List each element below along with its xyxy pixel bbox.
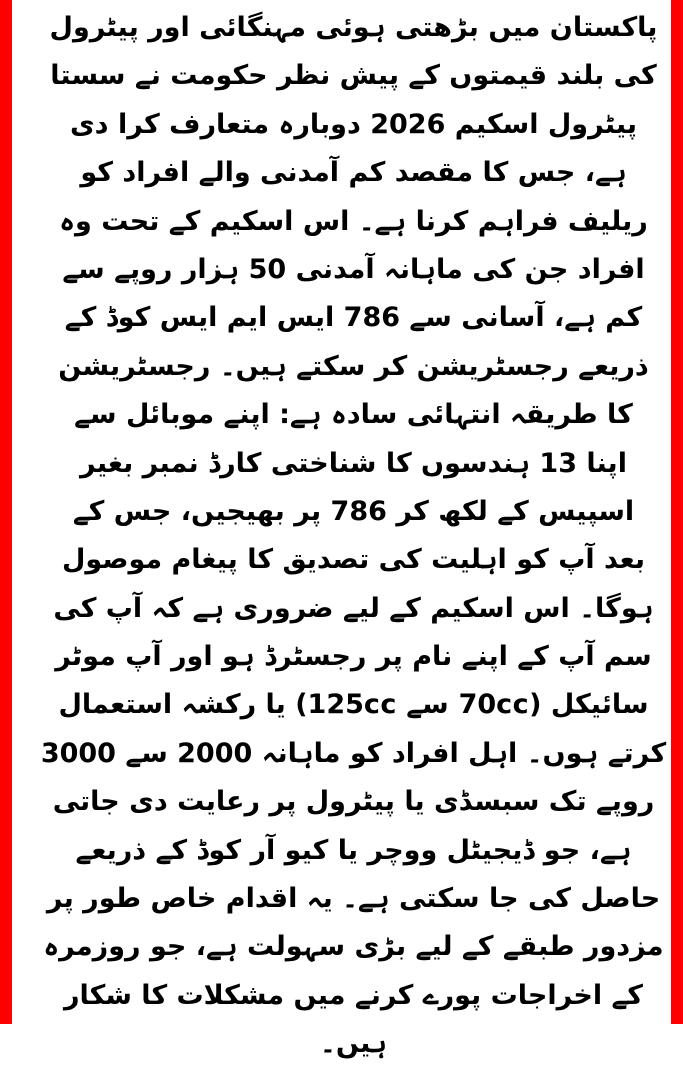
article-line-16: کرتے ہوں۔ اہل افراد کو ماہانہ 2000 سے 3000: [40, 737, 667, 769]
article-line-14: سم آپ کے اپنے نام پر رجسٹرڈ ہو اور آپ موٹر: [55, 641, 652, 673]
article-line-18: ہے، جو ڈیجیٹل ووچر یا کیو آر کوڈ کے ذریعے: [75, 834, 632, 866]
article-line-7: کم ہے، آسانی سے 786 ایس ایم ایس کوڈ کے: [64, 302, 643, 334]
article-line-15: سائیکل (70cc سے 125cc) یا رکشہ استعمال: [58, 689, 649, 721]
article-line-9: کا طریقہ انتہائی سادہ ہے: اپنے موبائل سے: [74, 399, 633, 431]
article-line-17: روپے تک سبسڈی یا پیٹرول پر رعایت دی جاتی: [52, 786, 655, 818]
article-line-4: ہے، جس کا مقصد کم آمدنی والے افراد کو: [80, 157, 627, 189]
article-line-1: پاکستان میں بڑھتی ہوئی مہنگائی اور پیٹرول: [49, 12, 658, 43]
article-line-6: افراد جن کی ماہانہ آمدنی 50 ہزار روپے سے: [62, 253, 645, 285]
article-line-20: مزدور طبقے کے لیے بڑی سہولت ہے، جو روزمرہ: [43, 931, 664, 963]
article-line-11: اسپیس کے لکھ کر 786 پر بھیجیں، جس کے: [72, 495, 635, 527]
article-line-13: ہوگا۔ اس اسکیم کے لیے ضروری ہے کہ آپ کی: [53, 592, 654, 624]
article-text: [24, 4, 683, 1060]
article-line-2: کی بلند قیمتوں کے پیش نظر حکومت نے سستا: [50, 60, 657, 92]
article-line-21: کے اخراجات پورے کرنے میں مشکلات کا شکار: [63, 979, 644, 1011]
article-line-19: حاصل کی جا سکتی ہے۔ یہ اقدام خاص طور پر: [46, 883, 661, 915]
article-line-10: اپنا 13 ہندسوں کا شناختی کارڈ نمبر بغیر: [80, 447, 627, 479]
article-line-5: ریلیف فراہم کرنا ہے۔ اس اسکیم کے تحت وہ: [59, 205, 648, 237]
article-line-12: بعد آپ کو اہلیت کی تصدیق کا پیغام موصول: [62, 544, 645, 576]
article-line-3: پیٹرول اسکیم 2026 دوبارہ متعارف کرا دی: [69, 108, 638, 140]
article-line-22: ہیں۔: [320, 1028, 387, 1060]
article-line-8: ذریعے رجسٹریشن کر سکتے ہیں۔ رجسٹریشن: [58, 350, 649, 382]
